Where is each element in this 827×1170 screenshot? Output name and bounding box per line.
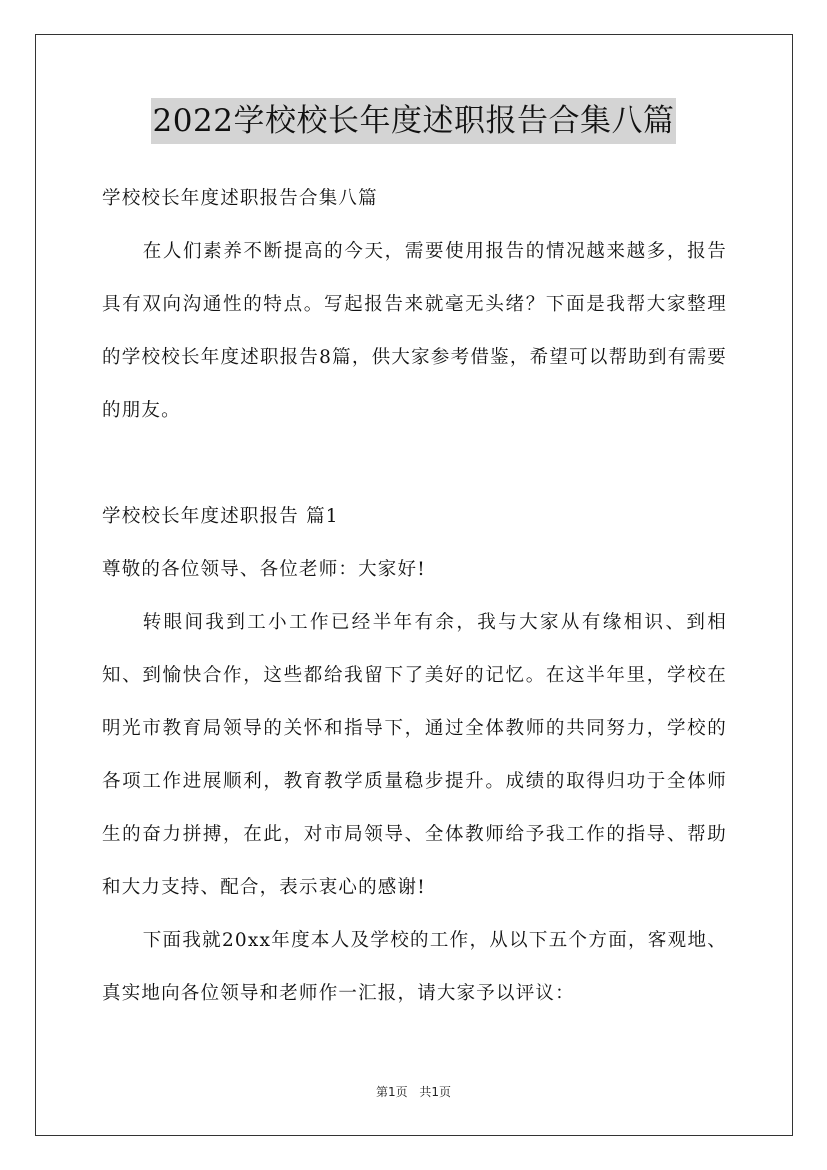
page-footer (0, 1083, 827, 1100)
section-spacer (102, 437, 727, 490)
body-paragraph-1: 转眼间我到工小工作已经半年有余，我与大家从有缘相识、到相知、到愉快合作，这些都给我留下了美好的记忆。在这半年里，学校在明光市教育局领导的关怀和指导下，通过全体教师的共同努力，学校的各项工作进展顺利，教育教学质量稳步提升。成绩的取得归功于全体师生的奋力拼搏，在此，对市局领导、全体教师给予我工作的指导、帮助和大力支持、配合，表示衷心的感谢! (102, 612, 727, 898)
section-heading: 学校校长年度述职报告 篇1 (102, 506, 339, 527)
document-body (102, 172, 727, 1020)
document-title: 2022学校校长年度述职报告合集八篇 (151, 98, 677, 144)
greeting-line: 尊敬的各位领导、各位老师：大家好! (102, 559, 426, 580)
document-subtitle: 学校校长年度述职报告合集八篇 (102, 188, 378, 209)
title-container (0, 98, 827, 144)
page-number: 第1页 (375, 1085, 408, 1099)
intro-paragraph: 在人们素养不断提高的今天，需要使用报告的情况越来越多，报告具有双向沟通性的特点。写起报告来就毫无头绪？下面是我帮大家整理的学校校长年度述职报告8篇，供大家参考借鉴，希望可以帮助到有需要的朋友。 (102, 241, 727, 421)
body-paragraph-2: 下面我就20xx年度本人及学校的工作，从以下五个方面，客观地、真实地向各位领导和老师作一汇报，请大家予以评议： (102, 930, 727, 1004)
page-total: 共1页 (419, 1085, 452, 1099)
